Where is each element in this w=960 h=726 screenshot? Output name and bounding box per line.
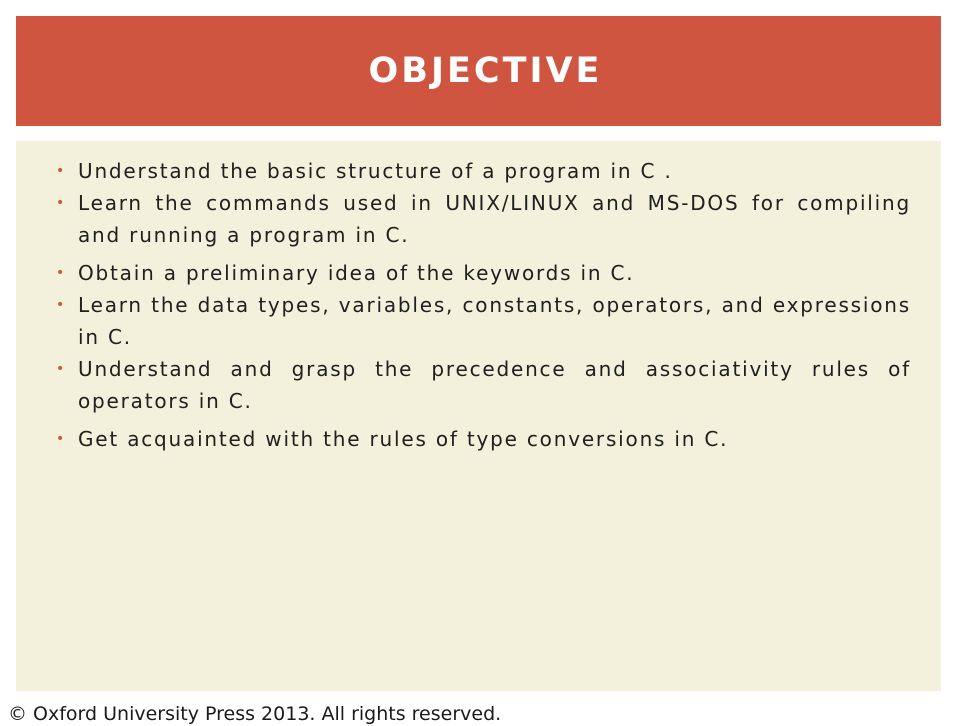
objective-item [56,289,911,353]
bullet-icon: • [56,297,67,313]
slide-title: OBJECTIVE [368,51,603,91]
objective-item [56,187,911,251]
objective-text: Learn the data types, variables, constants, operators, and expressions in C. [78,293,911,349]
objective-item [56,257,911,289]
objective-item [56,423,911,455]
objective-text: Learn the commands used in UNIX/LINUX and MS-DOS for compiling and running a program in C. [78,191,911,247]
slide-header [16,16,941,126]
objective-item [56,353,911,417]
footer-copyright: © Oxford University Press 2013. All rights reserved. [8,703,502,725]
objective-text: Obtain a preliminary idea of the keywords in C. [78,261,635,285]
objective-text: Understand the basic structure of a program in C . [78,159,673,183]
objective-text: Understand and grasp the precedence and associativity rules of operators in C. [78,357,911,413]
bullet-icon: • [56,195,67,211]
objective-list [16,141,941,455]
bullet-icon: • [56,163,67,179]
slide-body [16,141,941,691]
bullet-icon: • [56,431,67,447]
bullet-icon: • [56,265,67,281]
objective-text: Get acquainted with the rules of type conversions in C. [78,427,729,451]
bullet-icon: • [56,361,67,377]
objective-item [56,155,911,187]
